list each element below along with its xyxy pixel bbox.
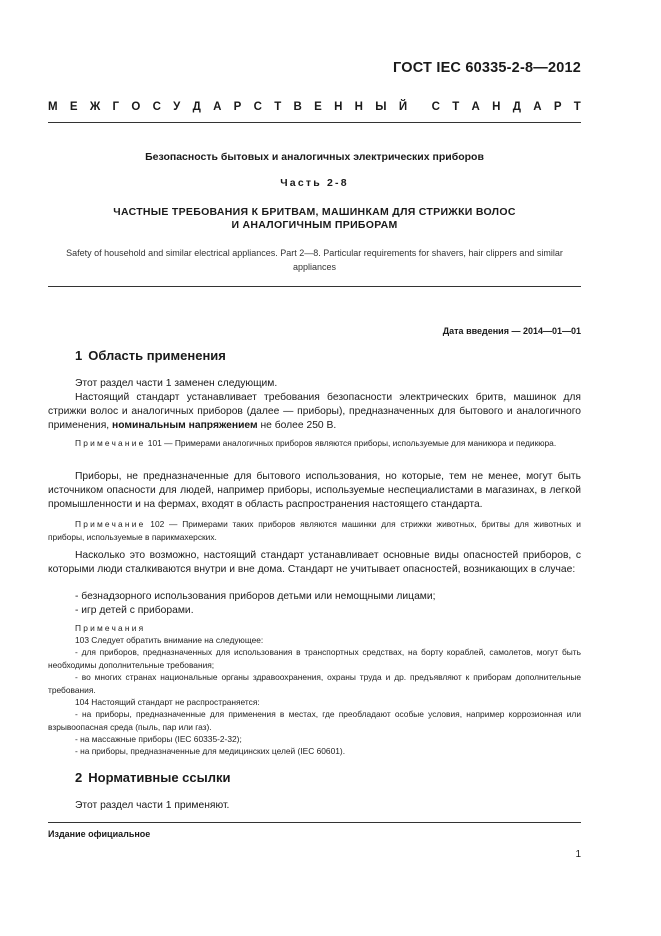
heading-letter: С bbox=[253, 101, 262, 113]
heading-letter: В bbox=[293, 101, 302, 113]
heading-letter: Т bbox=[573, 101, 581, 113]
main-title-line-1: ЧАСТНЫЕ ТРЕБОВАНИЯ К БРИТВАМ, МАШИНКАМ ДЛЯ СТРИЖКИ ВОЛОС bbox=[113, 206, 516, 218]
main-title-line-2: И АНАЛОГИЧНЫМ ПРИБОРАМ bbox=[231, 219, 398, 231]
section-number: 2 bbox=[75, 770, 83, 785]
title-rule bbox=[48, 286, 581, 287]
heading-letter: Р bbox=[233, 101, 242, 113]
heading-letter: Д bbox=[192, 101, 201, 113]
heading-letter: У bbox=[173, 101, 181, 113]
note-text: 101 — Примерами аналогичных приборов являются приборы, используемые для маникюра и педикюра. bbox=[145, 438, 557, 448]
interstate-standard-heading bbox=[48, 101, 581, 113]
heading-letter: Н bbox=[334, 101, 343, 113]
heading-letter: Т bbox=[452, 101, 460, 113]
footer-rule bbox=[48, 822, 581, 823]
page-number: 1 bbox=[575, 849, 581, 860]
section-number: 1 bbox=[75, 348, 83, 363]
heading-letter: С bbox=[431, 101, 440, 113]
paragraph: Насколько это возможно, настоящий стандарт устанавливает основные виды опасностей приборов, с которыми люди сталкиваются внутри и вне дома. Стандарт не учитывает опасностей, возникающих в случае: bbox=[48, 550, 581, 576]
heading-letter: Н bbox=[492, 101, 501, 113]
english-title: Safety of household and similar electrical appliances. Part 2—8. Particular requirements for shavers, hair clippers and similar appliances bbox=[66, 248, 563, 272]
section-title: Нормативные ссылки bbox=[88, 770, 231, 785]
heading-letter: Т bbox=[274, 101, 282, 113]
title-line: Безопасность бытовых и аналогичных электрических приборов bbox=[145, 151, 484, 163]
paragraph-scope bbox=[48, 391, 581, 434]
note-104-item: - на приборы, предназначенные для медицинских целей (IEC 60601). bbox=[75, 746, 346, 756]
heading-letter: Ы bbox=[375, 101, 387, 113]
note-label: Примечание bbox=[75, 519, 146, 529]
note-104-heading: 104 Настоящий стандарт не распространяется: bbox=[75, 697, 260, 707]
heading-letter: Е bbox=[314, 101, 322, 113]
heading-letter: М bbox=[48, 101, 58, 113]
note-102 bbox=[48, 518, 581, 543]
official-edition-label: Издание официальное bbox=[48, 829, 151, 839]
heading-letter: Р bbox=[553, 101, 562, 113]
heading-letter: А bbox=[471, 101, 480, 113]
note-103-item: - во многих странах национальные органы здравоохранения, охраны труда и др. предъявляют к приборам дополнительные требования. bbox=[48, 672, 581, 695]
heading-letter: Ж bbox=[89, 101, 101, 113]
note-104-item: - на массажные приборы (IEC 60335-2-32); bbox=[75, 734, 242, 744]
paragraph-text: не более 250 В. bbox=[257, 420, 337, 432]
heading-letter: С bbox=[152, 101, 161, 113]
heading-letter: Е bbox=[69, 101, 78, 113]
paragraph: Этот раздел части 1 заменен следующим. bbox=[75, 378, 278, 389]
heading-letter: А bbox=[213, 101, 222, 113]
paragraph-text: Настоящий стандарт устанавливает требования безопасности электрических бритв, машинок для стрижки волос и аналогичных приборов (далее — приборы), предназначенных для бытового и аналогичного применения, bbox=[48, 392, 581, 432]
section-2-heading bbox=[75, 770, 230, 785]
introduction-date: Дата введения — 2014—01—01 bbox=[442, 326, 581, 336]
list-item: - безнадзорного использования приборов детьми или немощными лицами; bbox=[75, 591, 436, 602]
note-103-heading: 103 Следует обратить внимание на следующее: bbox=[75, 635, 264, 645]
heading-letter: А bbox=[533, 101, 542, 113]
note-104-item: - на приборы, предназначенные для применения в местах, где преобладают особые условия, например коррозионная или взрывоопасная среда (пыль, пар или газ). bbox=[48, 709, 581, 732]
main-title bbox=[48, 206, 581, 232]
note-label: Примечание bbox=[75, 438, 146, 448]
paragraph: Приборы, не предназначенные для бытового использования, но которые, тем не менее, могут быть источником опасности для людей, например приборы, используемые неспециалистами в магазинах, в легкой промышленности и на фермах, входят в область распространения настоящего стандарта. bbox=[48, 471, 581, 511]
term-rated-voltage: номинальным напряжением bbox=[112, 420, 258, 432]
section-1-heading bbox=[75, 348, 226, 363]
heading-letter: Й bbox=[398, 101, 408, 113]
standard-number: ГОСТ IEC 60335-2-8—2012 bbox=[393, 60, 581, 76]
section-title: Область применения bbox=[88, 348, 226, 363]
note-103-item: - для приборов, предназначенных для использования в транспортных средствах, на борту кораблей, самолетов, могут быть необходимы дополнительные требования; bbox=[48, 647, 581, 670]
heading-letter: Н bbox=[354, 101, 363, 113]
note-101 bbox=[48, 437, 581, 450]
notes-heading: Примечания bbox=[75, 623, 146, 633]
list-item: - игр детей с приборами. bbox=[75, 605, 194, 616]
paragraph: Этот раздел части 1 применяют. bbox=[75, 800, 230, 811]
part-number: Часть 2-8 bbox=[280, 177, 349, 189]
note-text: 102 — Примерами таких приборов являются машинки для стрижки животных, бритвы для животных и приборы, используемые в парикмахерских. bbox=[48, 519, 581, 542]
header-rule bbox=[48, 122, 581, 123]
heading-letter: О bbox=[131, 101, 141, 113]
heading-letter: Д bbox=[512, 101, 521, 113]
heading-letter: Г bbox=[112, 101, 120, 113]
